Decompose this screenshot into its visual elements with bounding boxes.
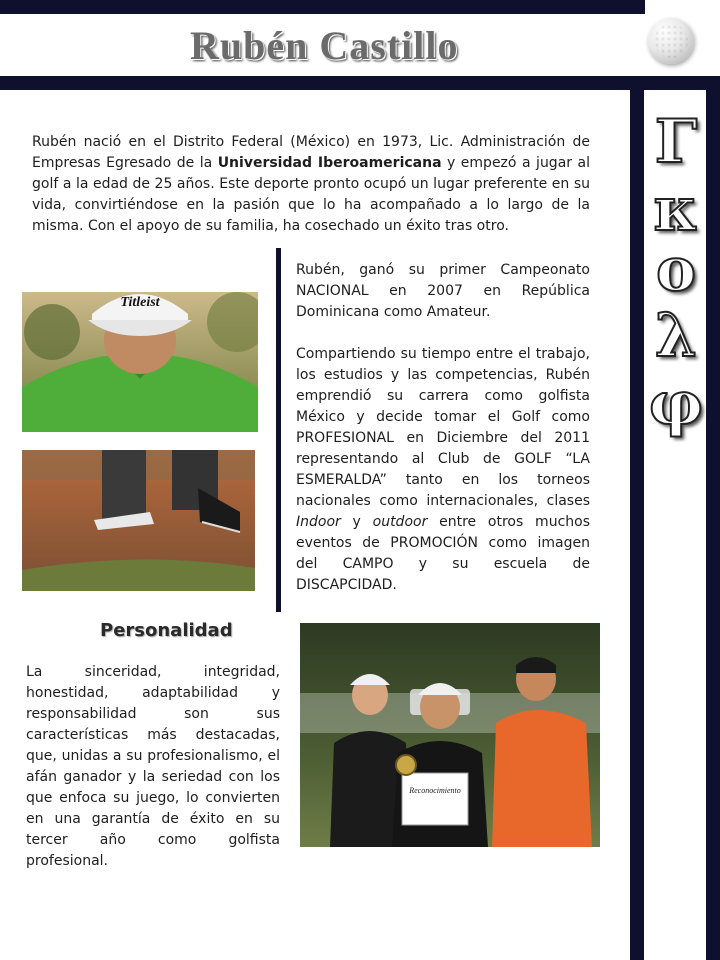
cap-logo: Titleist — [120, 295, 160, 310]
golf-shoes-photo — [22, 450, 255, 591]
career-text — [296, 260, 590, 596]
outdoor-word: outdoor — [372, 514, 428, 530]
golf-ball-icon — [648, 18, 694, 64]
top-bar — [0, 0, 645, 14]
column-divider — [276, 248, 281, 612]
side-stripe-left — [630, 90, 644, 960]
career-text-span: entre otros muchos eventos de PROMOCIÓN como imagen del CAMPO y su escuela de DISCAPCIDAD. — [296, 514, 590, 593]
header-bottom-bar — [0, 76, 720, 90]
intro-text: Rubén nació en el Distrito Federal (México) en 1973, Lic. Administración de Empresas Egresado de la — [32, 134, 590, 171]
side-letter: λ — [654, 301, 698, 371]
career-text-span: Compartiendo su tiempo entre el trabajo, los estudios y las competencias, Rubén emprendió su carrera como golfista México y decide tomar el Golf como PROFESIONAL en Diciembre del 2011 representando al Club de GOLF “LA ESMERALDA” tanto en los torneos nacionales como internacionales, clases — [296, 346, 590, 509]
indoor-word: Indoor — [296, 514, 341, 530]
page-title: Rubén Castillo — [190, 23, 459, 68]
personality-heading: Personalidad — [100, 620, 233, 641]
side-stripe-right — [706, 76, 720, 960]
professional-paragraph — [296, 344, 590, 596]
certificate-title: Reconocimiento — [409, 786, 461, 795]
side-letter: φ — [648, 369, 704, 439]
award-ceremony-photo — [300, 623, 600, 847]
golfer-portrait-photo — [22, 292, 258, 432]
intro-text: y empezó a jugar al golf a la edad de 25 años. Este deporte pronto ocupó un lugar preferente en su vida, convirtiéndose en la pasión que lo ha acompañado a lo largo de la misma. Con el apoyo de su familia, ha cosechado un éxito tras otro. — [32, 155, 590, 234]
career-text-span: y — [340, 514, 373, 530]
side-letter: ο — [655, 235, 697, 305]
personality-paragraph: La sinceridad, integridad, honestidad, adaptabilidad y responsabilidad son sus características más destacadas, que, unidas a su profesionalismo, el afán ganador y la seriedad con los que enfoca su juego, lo convierten en una garantía de éxito en su tercer año como golfista profesional. — [26, 664, 280, 869]
intro-paragraph — [32, 132, 590, 237]
side-letter: κ — [653, 175, 699, 245]
side-letter: Γ — [654, 107, 698, 177]
university-name: Universidad Iberoamericana — [217, 155, 442, 171]
championship-paragraph: Rubén, ganó su primer Campeonato NACIONAL en 2007 en República Dominicana como Amateur. — [296, 262, 590, 320]
